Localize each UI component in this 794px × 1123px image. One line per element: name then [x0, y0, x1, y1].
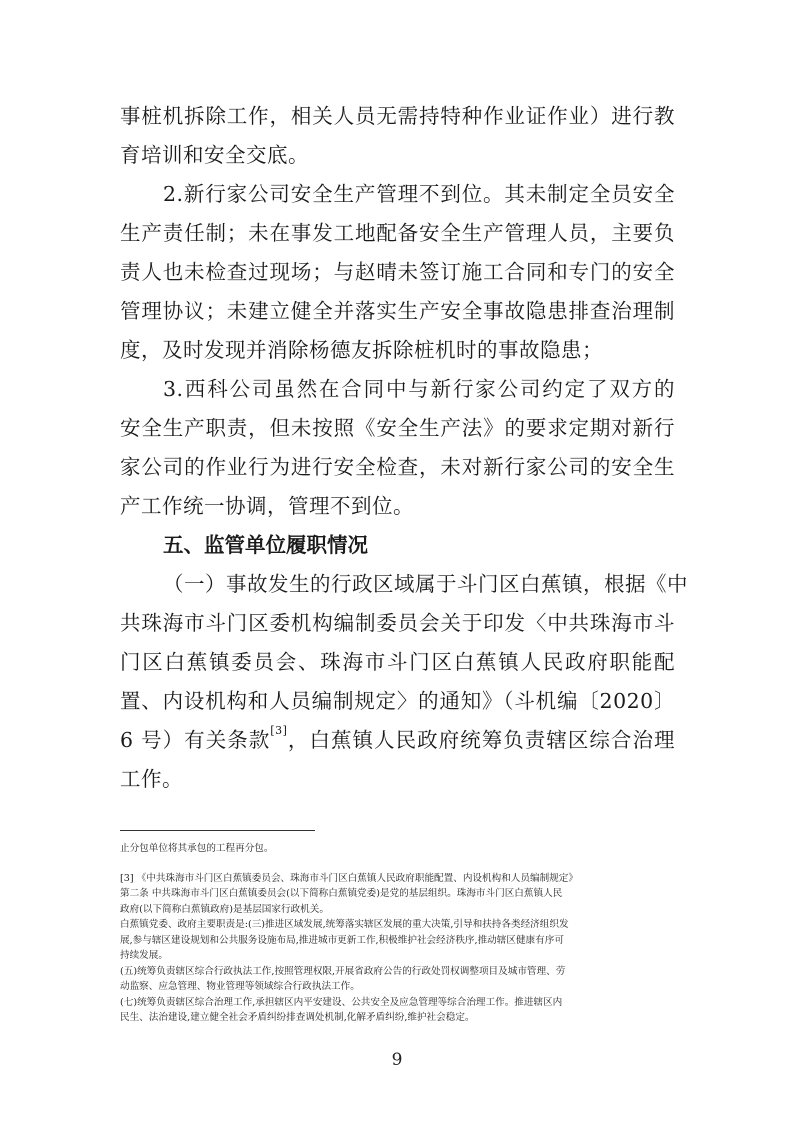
body-line-text: 育培训和安全交底。: [120, 143, 309, 167]
footnote-line: (七)统筹负责辖区综合治理工作,承担辖区内平安建设、公共安全及应急管理等综合治理工作。推进辖区内: [120, 996, 563, 1008]
body-line-text: 3.西科公司虽然在合同中与新行家公司约定了双方的: [163, 377, 675, 401]
body-line: [120, 448, 675, 487]
body-line-text: 度，及时发现并消除杨德友拆除桩机时的事故隐患；: [120, 338, 603, 362]
body-line: [120, 97, 675, 136]
body-line: [120, 487, 675, 526]
footnote-line: (五)统筹负责辖区综合行政执法工作,按照管理权限,开展省政府公告的行政处罚权调整项目及城市管理、劳: [120, 965, 566, 977]
body-line: [120, 370, 675, 409]
body-line: [120, 175, 675, 214]
body-line: [120, 604, 675, 643]
footnote-line: 白蕉镇党委、政府主要职责是:(三)推进区域发展,统筹落实辖区发展的重大决策,引导和扶持各类经济组织发: [120, 919, 569, 930]
body-line: [120, 409, 675, 448]
body-line-text: （一）事故发生的行政区域属于斗门区白蕉镇，根据《中: [163, 572, 688, 596]
body-line: [120, 760, 675, 799]
body-line-text: 6 号）有关条款: [120, 728, 271, 752]
footnote-reference: [3]: [270, 724, 288, 737]
body-line-text: 安全生产职责，但未按照《安全生产法》的要求定期对新行: [120, 416, 675, 440]
body-line: [120, 682, 675, 721]
footnote-line: [3] 《中共珠海市斗门区白蕉镇委员会、珠海市斗门区白蕉镇人民政府职能配置、内设机构和人员编制规定》: [120, 872, 578, 884]
body-text: [120, 97, 688, 799]
body-line-text: 产工作统一协调，管理不到位。: [120, 494, 414, 518]
body-line-text: 五、监管单位履职情况: [163, 533, 368, 557]
body-line-text: 管理协议；未建立健全并落实生产安全事故隐患排查治理制: [120, 299, 675, 323]
body-line: [120, 292, 675, 331]
body-line-text: 生产责任制；未在事发工地配备安全生产管理人员，主要负: [120, 221, 675, 245]
body-line-text: ，白蕉镇人民政府统筹负责辖区综合治理: [287, 728, 675, 752]
footnote-line: 持续发展。: [120, 950, 168, 961]
body-line: [120, 253, 675, 292]
body-line: [120, 331, 675, 370]
body-line-text: 置、内设机构和人员编制规定〉的通知》（斗机编〔2020〕: [120, 689, 675, 713]
footnote-line: 展,参与辖区建设规划和公共服务设施布局,推进城市更新工作,积极维护社会经济秩序,推动辖区健康有序可: [120, 934, 564, 946]
body-line-text: 事桩机拆除工作，相关人员无需持特种作业证作业）进行教: [120, 104, 675, 128]
body-line: [120, 643, 675, 682]
footnote-line: [120, 857, 680, 871]
footnotes: [120, 841, 680, 1026]
body-line: [120, 214, 675, 253]
footnote-line: 第二条 中共珠海市斗门区白蕉镇委员会(以下简称白蕉镇党委)是党的基层组织。珠海市斗门区白蕉镇人民: [120, 888, 563, 899]
footnote-line: 动监察、应急管理、物业管理等领域综合行政执法工作。: [120, 981, 360, 992]
footnote-line: 止分包单位将其承包的工程再分包。: [120, 843, 274, 854]
section-heading: [120, 526, 675, 565]
body-line-text: 家公司的作业行为进行安全检查，未对新行家公司的安全生: [120, 455, 675, 479]
body-line-text: 2.新行家公司安全生产管理不到位。其未制定全员安全: [163, 182, 675, 206]
footnote-separator: [120, 830, 315, 831]
body-line-text: 门区白蕉镇委员会、珠海市斗门区白蕉镇人民政府职能配: [120, 650, 675, 674]
body-line: [120, 136, 675, 175]
footnote-line: 民生、法治建设,建立健全社会矛盾纠纷排查调处机制,化解矛盾纠纷,维护社会稳定。: [120, 1012, 475, 1023]
page-number: 9: [391, 1050, 403, 1070]
body-line: [120, 565, 688, 604]
body-line-text: 共珠海市斗门区委机构编制委员会关于印发〈中共珠海市斗: [120, 611, 675, 635]
body-line-text: 责人也未检查过现场；与赵晴未签订施工合同和专门的安全: [120, 260, 675, 284]
body-line-text: 工作。: [120, 767, 183, 791]
body-line: [120, 721, 675, 760]
footnote-line: 政府(以下简称白蕉镇政府)是基层国家行政机关。: [120, 903, 329, 915]
